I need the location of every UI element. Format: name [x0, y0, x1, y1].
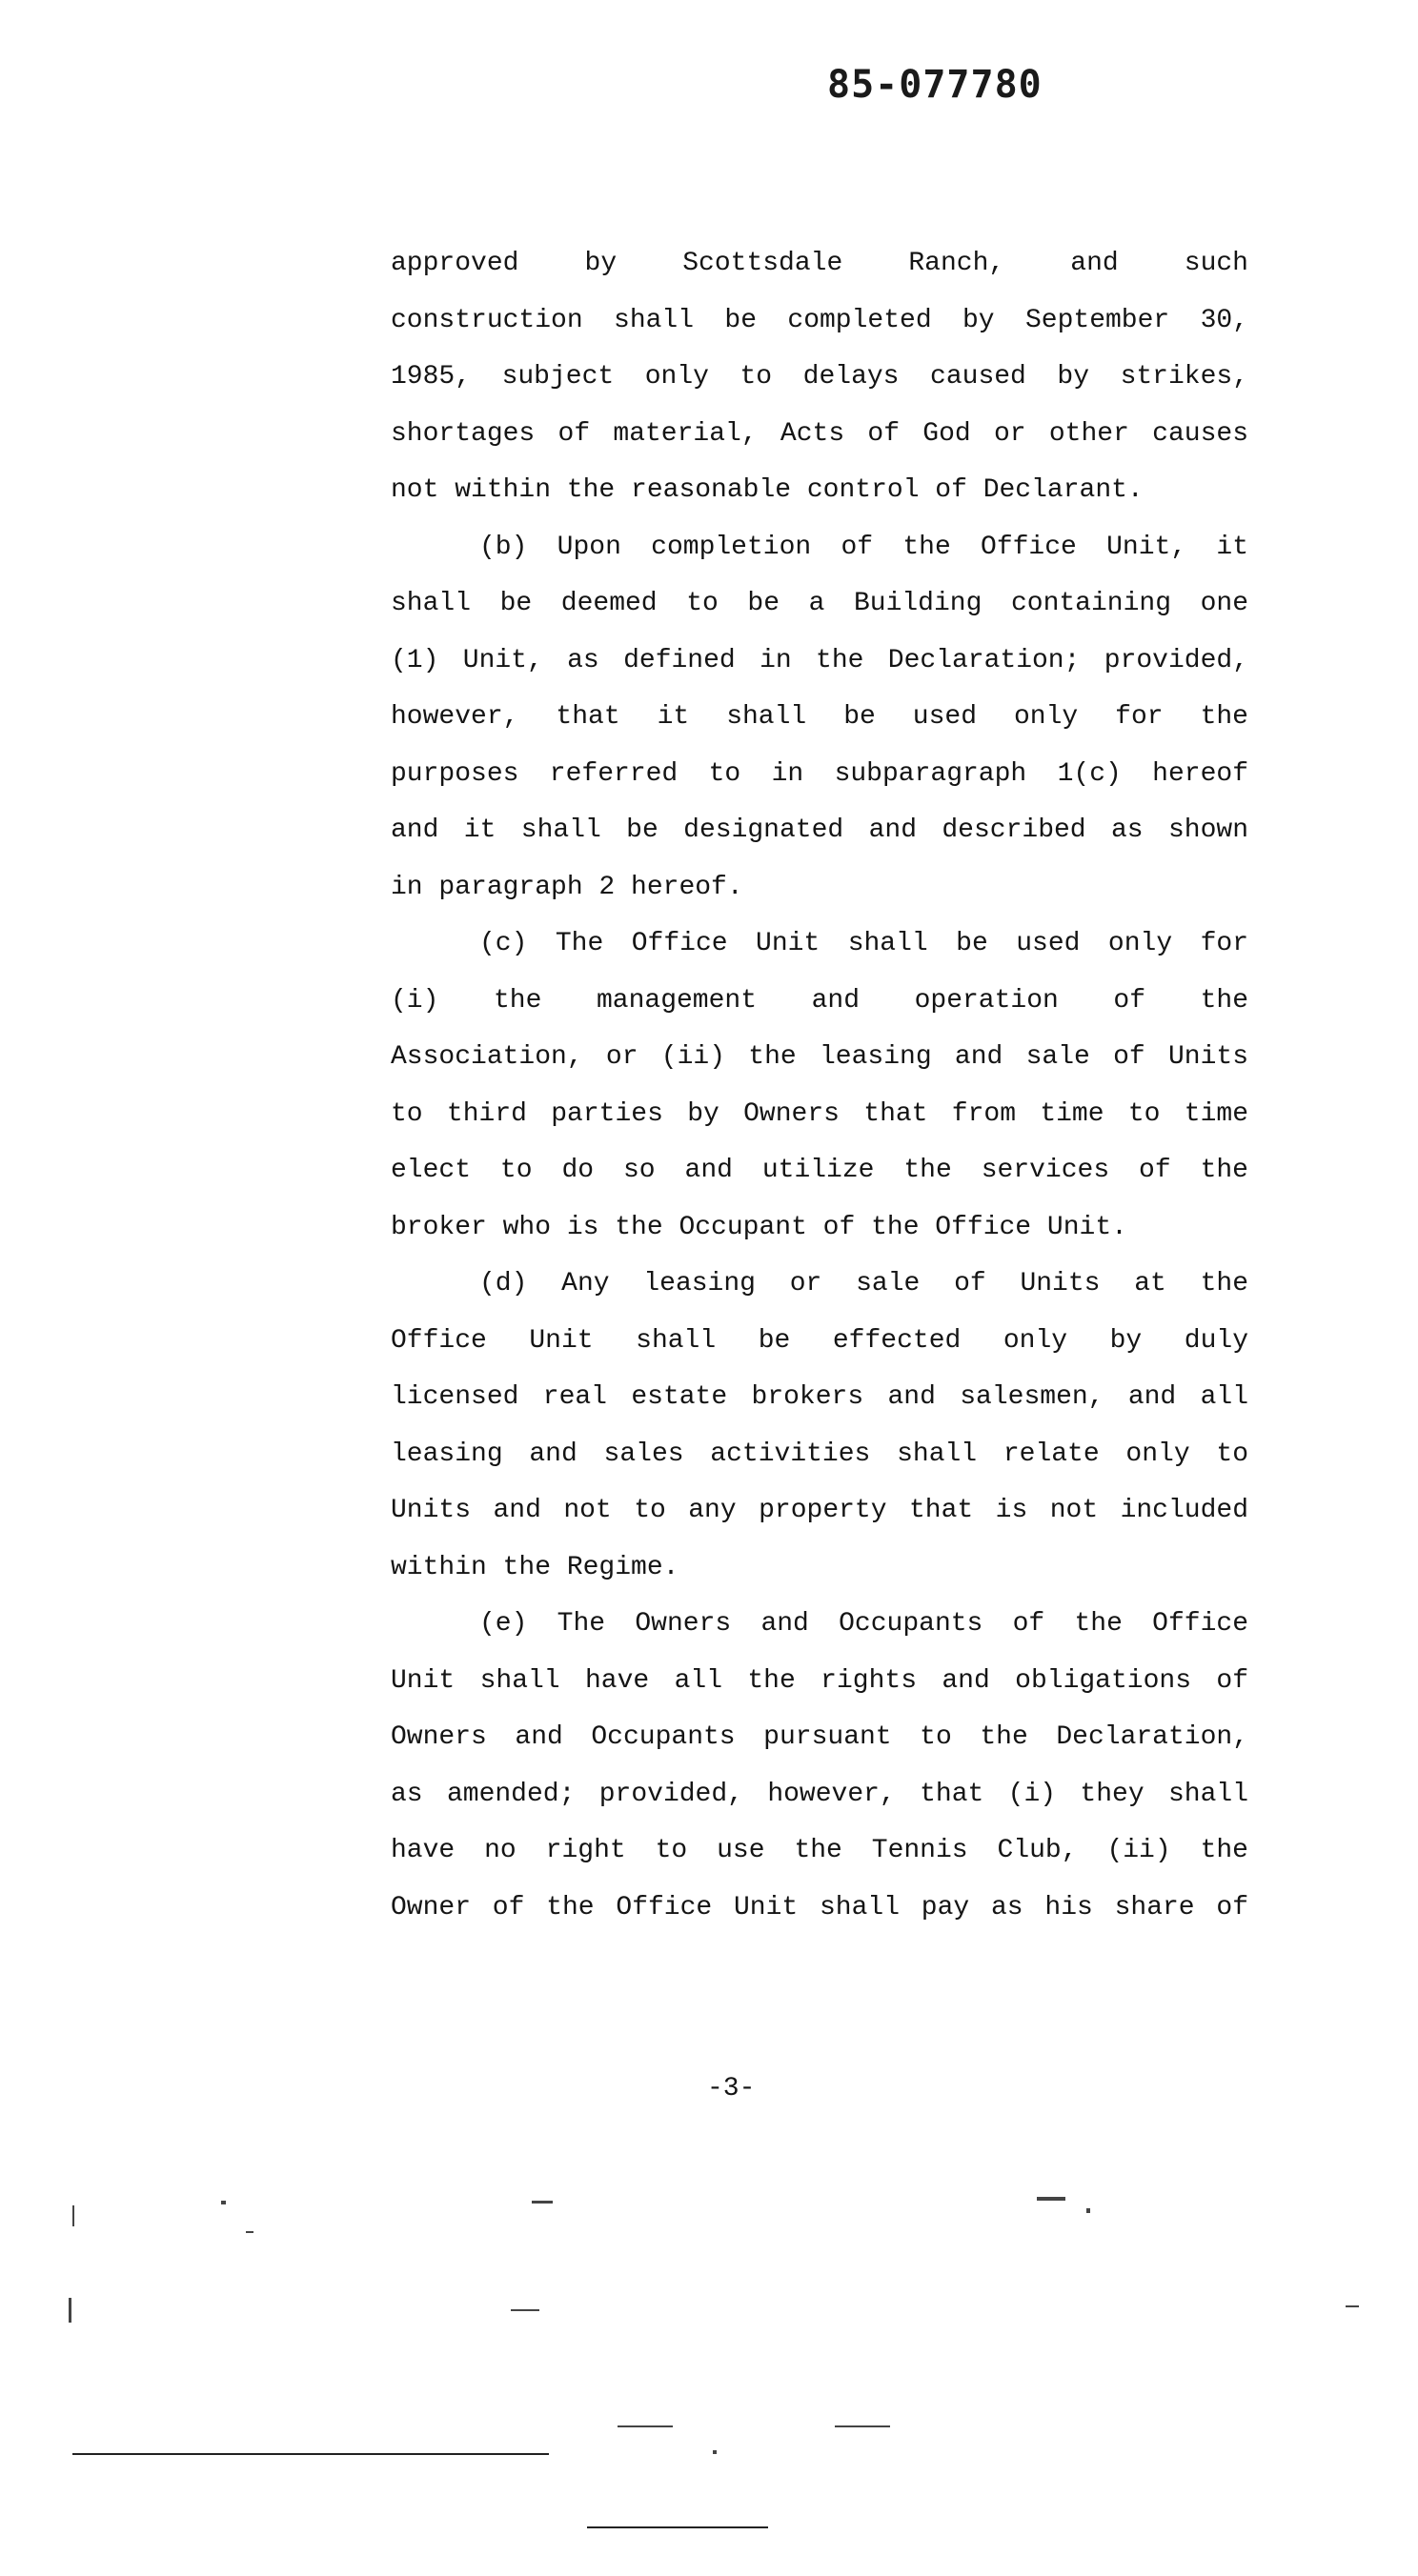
- text-line: Unit shall have all the rights and obligations of: [391, 1665, 1248, 1696]
- text-line: shortages of material, Acts of God or other causes: [391, 418, 1248, 449]
- text-line: within the Regime.: [391, 1552, 679, 1582]
- text-line: (c) The Office Unit shall be used only for: [479, 929, 1248, 958]
- text-line: purposes referred to in subparagraph 1(c) hereof: [391, 758, 1248, 789]
- text-line: Units and not to any property that is not included: [391, 1496, 1248, 1525]
- document-number: 85-077780: [827, 63, 1043, 107]
- text-line: in paragraph 2 hereof.: [391, 872, 743, 902]
- text-line: shall be deemed to be a Building containing one: [391, 589, 1248, 618]
- page-number: -3-: [707, 2074, 756, 2103]
- text-line: however, that it shall be used only for the: [391, 702, 1248, 732]
- document-body: [391, 235, 1248, 1936]
- text-line: Owner of the Office Unit shall pay as his share of: [391, 1892, 1248, 1922]
- text-line: as amended; provided, however, that (i) they shall: [391, 1779, 1248, 1809]
- text-line: licensed real estate brokers and salesmen, and all: [391, 1382, 1248, 1412]
- text-line: construction shall be completed by September 30,: [391, 305, 1248, 335]
- text-line: 1985, subject only to delays caused by strikes,: [391, 362, 1248, 392]
- text-line: Office Unit shall be effected only by duly: [391, 1325, 1248, 1356]
- text-line: to third parties by Owners that from time to time: [391, 1098, 1248, 1129]
- text-line: (1) Unit, as defined in the Declaration; provided,: [391, 645, 1248, 675]
- text-line: broker who is the Occupant of the Office Unit.: [391, 1212, 1127, 1242]
- text-line: approved by Scottsdale Ranch, and such: [391, 249, 1248, 278]
- text-line: (i) the management and operation of the: [391, 985, 1248, 1016]
- text-line: not within the reasonable control of Declarant.: [391, 475, 1144, 505]
- text-line: leasing and sales activities shall relate only to: [391, 1439, 1248, 1469]
- text-line: (e) The Owners and Occupants of the Office: [479, 1609, 1248, 1639]
- text-line: and it shall be designated and described as shown: [391, 815, 1248, 845]
- text-line: Association, or (ii) the leasing and sale of Units: [391, 1042, 1248, 1072]
- text-line: have no right to use the Tennis Club, (ii) the: [391, 1836, 1248, 1865]
- text-line: elect to do so and utilize the services of the: [391, 1156, 1248, 1185]
- text-line: Owners and Occupants pursuant to the Declaration,: [391, 1722, 1248, 1752]
- text-line: (b) Upon completion of the Office Unit, it: [479, 532, 1248, 562]
- text-line: (d) Any leasing or sale of Units at the: [479, 1269, 1248, 1298]
